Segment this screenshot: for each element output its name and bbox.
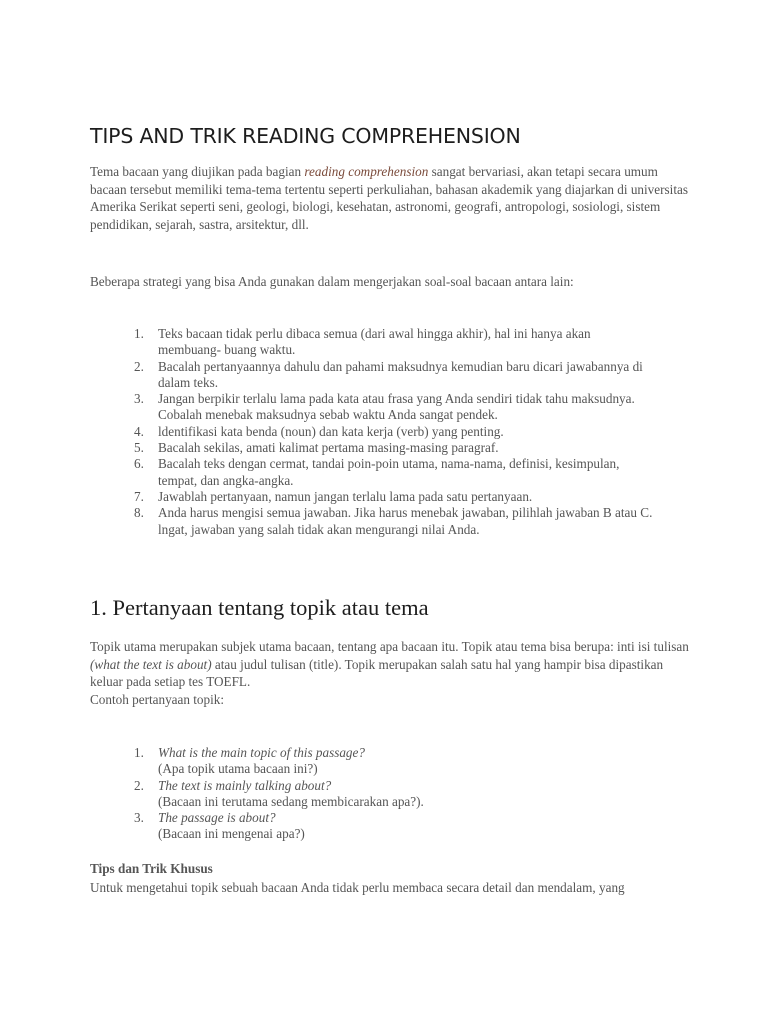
list-item	[130, 489, 690, 505]
list-item	[130, 745, 690, 778]
tips-heading: Tips dan Trik Khusus	[90, 861, 213, 876]
tips-paragraph: Untuk mengetahui topik sebuah bacaan Anda tidak perlu membaca secara detail dan mendalam, yang	[90, 880, 625, 895]
list-item-continuation: lngat, jawaban yang salah tidak akan mengurangi nilai Anda.	[158, 521, 480, 537]
list-item	[130, 456, 690, 489]
list-item	[130, 440, 690, 456]
list-item	[130, 810, 690, 843]
example-label: Contoh pertanyaan topik:	[90, 691, 225, 707]
list-item-continuation: Cobalah menebak maksudnya sebab waktu Anda sangat pendek.	[158, 407, 498, 423]
example-question: The passage is about?	[158, 810, 276, 826]
example-question: The text is mainly talking about?	[158, 777, 332, 793]
list-item	[130, 391, 690, 424]
list-item	[130, 505, 690, 538]
list-number: 7.	[134, 488, 144, 504]
topic-paragraph	[90, 638, 690, 708]
intro-text-start: Tema bacaan yang diujikan pada bagian	[90, 164, 305, 179]
list-number: 1.	[134, 326, 144, 341]
list-item-continuation: dalam teks.	[158, 374, 219, 390]
topic-emphasis: (what the text is about)	[90, 656, 212, 672]
list-item	[130, 326, 690, 359]
section-heading: 1. Pertanyaan tentang topik atau tema	[90, 595, 429, 620]
list-item-text: Jangan berpikir terlalu lama pada kata atau frasa yang Anda sendiri tidak tahu maksudnya.	[158, 391, 635, 407]
list-number: 3.	[134, 391, 144, 407]
list-item	[130, 424, 690, 440]
topic-text-start: Topik utama merupakan subjek utama bacaan, tentang apa bacaan itu. Topik atau tema bisa berupa: inti isi tulisan	[90, 639, 689, 654]
topic-text-end: atau judul tulisan (title). Topik merupakan salah satu hal yang hampir bisa dipastikan keluar pada setiap tes TOEFL.	[90, 656, 664, 689]
intro-paragraph	[90, 163, 690, 233]
list-number: 8.	[134, 505, 144, 521]
list-item-continuation: tempat, dan angka-angka.	[158, 472, 294, 488]
list-number: 1.	[134, 745, 144, 760]
list-item-text: ldentifikasi kata benda (noun) dan kata kerja (verb) yang penting.	[158, 423, 504, 439]
list-item-text: Bacalah teks dengan cermat, tandai poin-poin utama, nama-nama, definisi, kesimpulan,	[158, 456, 620, 472]
document-title: TIPS AND TRIK READING COMPREHENSION	[90, 124, 521, 148]
question-translation: (Bacaan ini mengenai apa?)	[158, 826, 305, 842]
list-number: 4.	[134, 423, 144, 439]
intro-text-end: sangat bervariasi, akan tetapi secara umum bacaan tersebut memiliki tema-tema tertentu seperti perkuliahan, bahasan akademik yang diajarkan di universitas Amerika Serikat seperti seni, geologi, biologi, kesehatan, astronomi, geografi, antropologi, sosiologi, sistem pendidikan, sejarah, sastra, arsitektur, dll.	[90, 164, 688, 232]
strategy-list	[130, 326, 690, 538]
question-list	[130, 745, 690, 843]
list-number: 5.	[134, 440, 144, 456]
list-item-text: Bacalah sekilas, amati kalimat pertama masing-masing paragraf.	[158, 440, 499, 456]
list-number: 3.	[134, 810, 144, 826]
list-item-continuation: membuang- buang waktu.	[158, 342, 296, 358]
list-item	[130, 359, 690, 392]
list-item-text: Jawablah pertanyaan, namun jangan terlalu lama pada satu pertanyaan.	[158, 488, 533, 504]
example-question: What is the main topic of this passage?	[158, 745, 365, 760]
list-number: 2.	[134, 777, 144, 793]
intro-emphasis: reading comprehension	[304, 164, 429, 179]
list-item	[130, 778, 690, 811]
list-item-text: Bacalah pertanyaannya dahulu dan pahami maksudnya kemudian baru dicari jawabannya di	[158, 358, 643, 374]
question-translation: (Bacaan ini terutama sedang membicarakan apa?).	[158, 793, 424, 809]
list-number: 6.	[134, 456, 144, 472]
list-item-text: Anda harus mengisi semua jawaban. Jika harus menebak jawaban, pilihlah jawaban B atau C.	[158, 505, 653, 521]
list-number: 2.	[134, 358, 144, 374]
strategy-intro: Beberapa strategi yang bisa Anda gunakan dalam mengerjakan soal-soal bacaan antara lain:	[90, 274, 574, 289]
list-item-text: Teks bacaan tidak perlu dibaca semua (dari awal hingga akhir), hal ini hanya akan	[158, 326, 591, 341]
question-translation: (Apa topik utama bacaan ini?)	[158, 761, 318, 777]
